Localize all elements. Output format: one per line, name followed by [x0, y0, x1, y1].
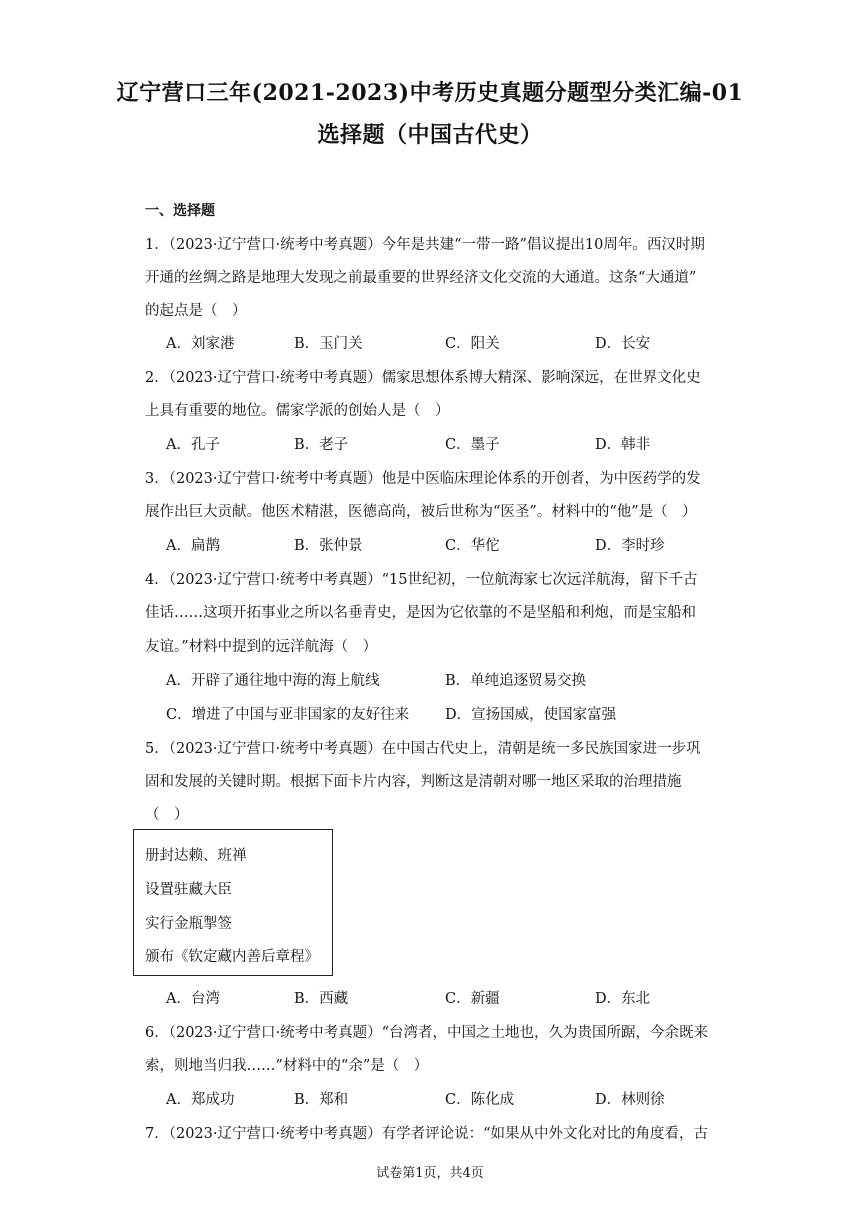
question-5-option-d: D．东北 — [595, 991, 651, 1007]
card-line-2: 设置驻藏大臣 — [145, 882, 232, 898]
card-line-4: 颁布《钦定藏内善后章程》 — [145, 949, 319, 965]
question-1-line-1: 1．（2023·辽宁营口·统考中考真题）今年是共建“一带一路”倡议提出10周年。西汉时期 — [145, 237, 705, 253]
question-6-option-b: B．郑和 — [294, 1092, 349, 1108]
question-1-line-2: 开通的丝绸之路是地理大发现之前最重要的世界经济文化交流的大通道。这条“大通道” — [145, 270, 697, 286]
question-7-line-1: 7．（2023·辽宁营口·统考中考真题）有学者评论说：“如果从中外文化对比的角度看，古 — [145, 1126, 709, 1142]
question-1-option-c: C．阳关 — [445, 336, 500, 352]
question-2-option-b: B．老子 — [294, 437, 349, 453]
question-2-option-a: A．孔子 — [166, 437, 220, 453]
question-4-option-b: B．单纯追逐贸易交换 — [445, 673, 587, 689]
question-2-line-1: 2．（2023·辽宁营口·统考中考真题）儒家思想体系博大精深、影响深远，在世界文化史 — [145, 370, 701, 386]
question-3-option-c: C．华佗 — [445, 538, 500, 554]
question-4-option-a: A．开辟了通往地中海的海上航线 — [166, 673, 380, 689]
question-5-option-b: B．西藏 — [294, 991, 349, 1007]
card-line-1: 册封达赖、班禅 — [145, 848, 247, 864]
question-1-option-b: B．玉门关 — [294, 336, 363, 352]
page-footer: 试卷第1页，共4页 — [376, 1166, 484, 1181]
question-5-option-a: A．台湾 — [166, 991, 220, 1007]
question-5-line-1: 5．（2023·辽宁营口·统考中考真题）在中国古代史上，清朝是统一多民族国家进一步巩 — [145, 741, 701, 757]
document-title-line-2: 选择题（中国古代史） — [317, 122, 543, 148]
question-4-line-2: 佳话……这项开拓事业之所以名垂青史，是因为它依靠的不是坚船和利炮，而是宝船和 — [145, 605, 696, 621]
section-heading: 一、选择题 — [145, 203, 215, 219]
question-3-line-1: 3．（2023·辽宁营口·统考中考真题）他是中医临床理论体系的开创者，为中医药学的发 — [145, 471, 701, 487]
question-3-option-b: B．张仲景 — [294, 538, 363, 554]
question-1-line-3: 的起点是（ ） — [145, 303, 247, 319]
question-6-line-1: 6．（2023·辽宁营口·统考中考真题）“台湾者，中国之土地也，久为贵国所踞，今余既来 — [145, 1025, 709, 1041]
question-4-option-c: C．增进了中国与亚非国家的友好往来 — [166, 707, 410, 723]
question-4-line-1: 4．（2023·辽宁营口·统考中考真题）“15世纪初，一位航海家七次远洋航海，留下千古 — [145, 572, 698, 588]
card-line-3: 实行金瓶掣签 — [145, 916, 232, 932]
question-2-line-2: 上具有重要的地位。儒家学派的创始人是（ ） — [145, 403, 450, 419]
question-5-line-2: 固和发展的关键时期。根据下面卡片内容，判断这是清朝对哪一地区采取的治理措施 — [145, 774, 682, 790]
question-6-option-a: A．郑成功 — [166, 1092, 235, 1108]
question-5-line-3: （ ） — [145, 807, 189, 823]
question-3-option-a: A．扁鹊 — [166, 538, 220, 554]
question-1-option-a: A．刘家港 — [166, 336, 235, 352]
question-2-option-c: C．墨子 — [445, 437, 500, 453]
document-title-line-1: 辽宁营口三年(2021-2023)中考历史真题分题型分类汇编-01 — [116, 80, 744, 106]
question-6-option-d: D．林则徐 — [595, 1092, 665, 1108]
question-3-option-d: D．李时珍 — [595, 538, 665, 554]
question-2-option-d: D．韩非 — [595, 437, 651, 453]
question-6-line-2: 索，则地当归我……”材料中的“余”是（ ） — [145, 1058, 429, 1074]
question-5-option-c: C．新疆 — [445, 991, 500, 1007]
info-card — [133, 829, 333, 976]
question-4-line-3: 友谊。”材料中提到的远洋航海（ ） — [145, 639, 378, 655]
question-6-option-c: C．陈化成 — [445, 1092, 515, 1108]
question-4-option-d: D．宣扬国威，使国家富强 — [445, 707, 617, 723]
question-3-line-2: 展作出巨大贡献。他医术精湛，医德高尚，被后世称为“医圣”。材料中的“他”是（ ） — [145, 504, 697, 520]
question-1-option-d: D．长安 — [595, 336, 651, 352]
